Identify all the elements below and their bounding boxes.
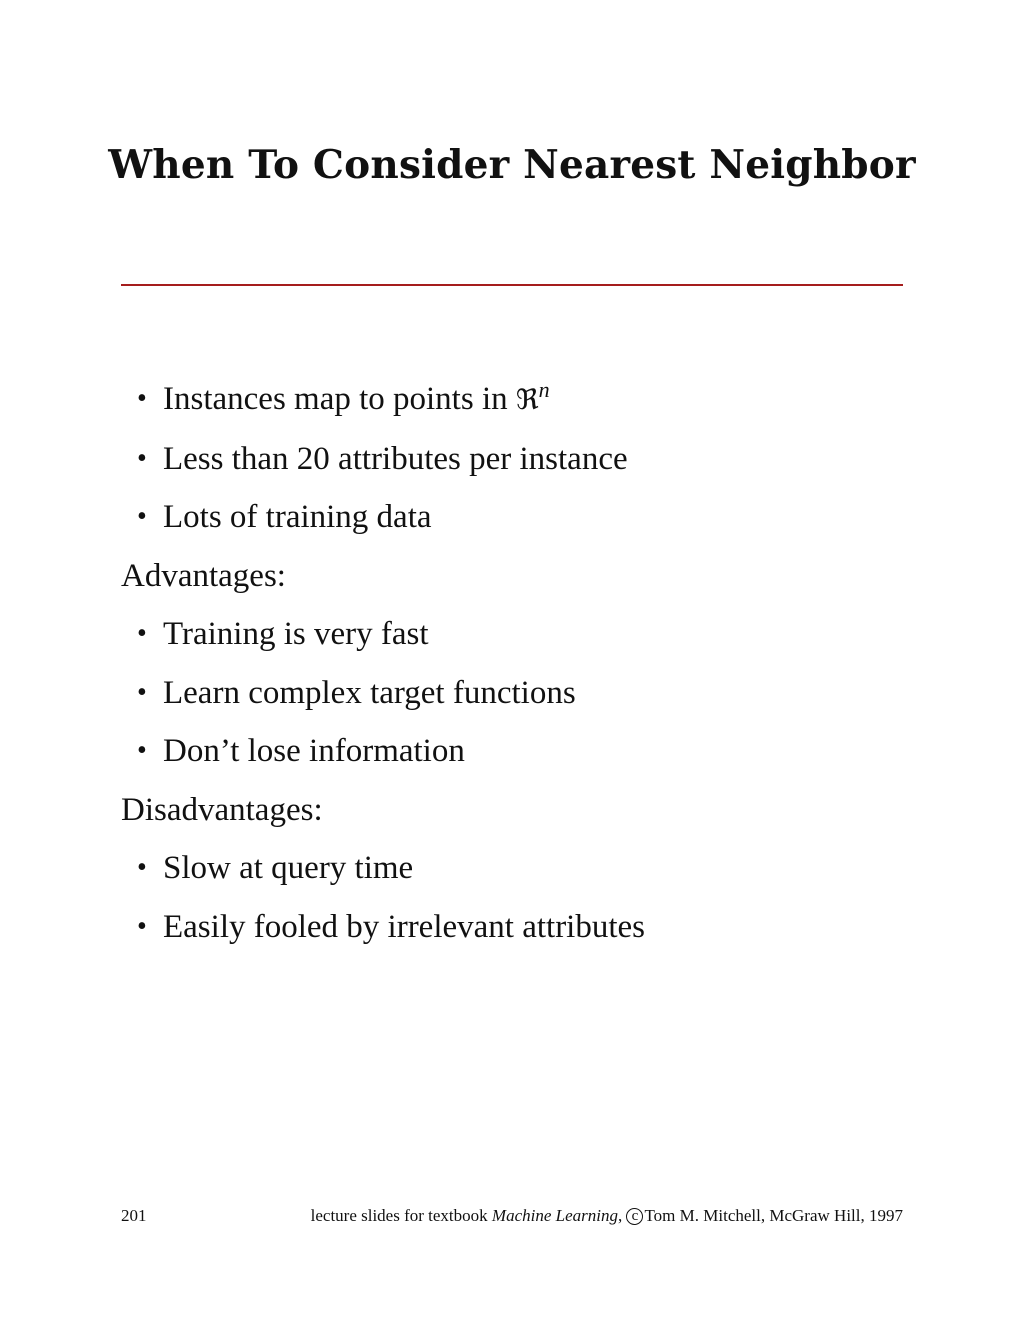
book-title: Machine Learning [491,1206,618,1225]
bullet-icon: • [137,442,147,474]
page-number: 201 [121,1206,147,1225]
list-item [121,361,921,430]
slide-title: When To Consider Nearest Neighbor [108,142,916,188]
title-divider [121,284,903,286]
superscript: n [538,377,550,402]
list-item [121,605,921,664]
bullet-icon: • [137,852,147,883]
list-item-text: Lots of training data [163,499,432,535]
list-item-text: Instances map to points in [163,381,516,417]
bullet-icon: • [137,910,147,942]
advantages-heading: Advantages: [121,557,286,594]
footer-credit [311,1206,903,1226]
credit-separator: , [617,1206,627,1225]
list-item-text: Slow at query time [163,850,414,886]
list-item [121,898,921,957]
list-item-text: Easily fooled by irrelevant attributes [163,908,646,945]
bullet-icon: • [137,501,147,532]
credit-prefix: lecture slides for textbook [310,1206,492,1225]
list-item [121,839,921,898]
list-item [121,488,921,547]
list-item-text: Less than 20 attributes per instance [163,440,628,477]
list-item [121,430,921,489]
list-item-text: Training is very fast [163,616,429,652]
bullet-icon: • [137,618,147,649]
bullet-icon: • [137,676,147,708]
reals-symbol: ℜ [515,383,539,416]
list-item [121,664,921,723]
bullet-icon: • [137,383,147,414]
slide-content [121,361,921,956]
list-item-text: Don’t lose information [163,733,465,769]
copyright-icon: c [626,1208,643,1225]
credit-suffix: Tom M. Mitchell, McGraw Hill, 1997 [644,1206,903,1225]
list-item [121,722,921,781]
bullet-icon: • [137,735,147,766]
disadvantages-heading: Disadvantages: [121,791,323,828]
list-item-text: Learn complex target functions [163,674,576,711]
